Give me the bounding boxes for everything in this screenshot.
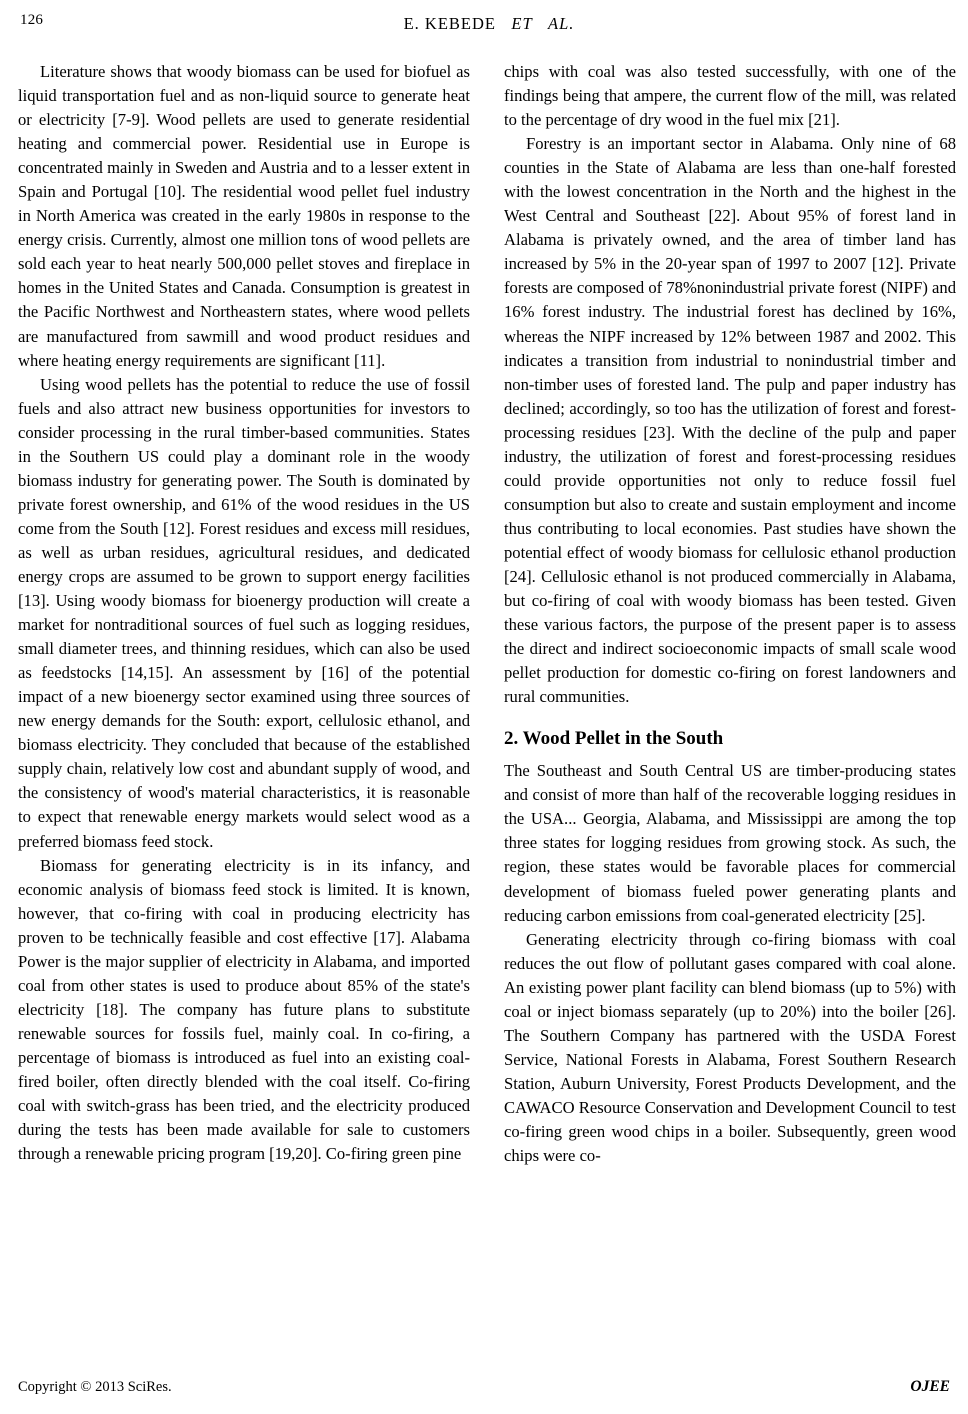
running-head-al: AL. — [548, 14, 575, 33]
running-head-title — [14, 14, 954, 34]
paragraph: The Southeast and South Central US are timber-producing states and consist of more than half of the recoverable logging residues in the USA... Georgia, Alabama, and Mississippi are among the top three states for logging residues from growing stock. As such, the region, these states would be favorable places for commercial development of biomass fueled power generating plants and reducing carbon emissions from coal-generated electricity [25]. — [504, 761, 956, 925]
copyright-notice: Copyright © 2013 SciRes. — [18, 1379, 172, 1395]
paragraph: Biomass for generating electricity is in its infancy, and economic analysis of biomass feed stock is limited. It is known, however, that co-firing with coal in producing electricity has proven to be technically feasible and cost effective [17]. Alabama Power is the major supplier of electricity in Alabama, and imported coal from other states is used to produce about 85% of the state's electricity [18]. The company has future plans to substitute renewable sources for fossils fuel, mainly coal. In co-firing, a percentage of biomass is introduced as fuel into an existing coal-fired boiler, often directly blended with the coal itself. Co-firing coal with switch-grass has been tried, and the electricity produced during the tests has been made available for sale to customers through a renewable pricing program [19,20]. Co-firing green pine — [18, 855, 470, 1164]
left-column — [18, 60, 470, 1168]
page-number: 126 — [20, 12, 44, 28]
paragraph: Using wood pellets has the potential to reduce the use of fossil fuels and also attract new business opportunities for investors to consider processing in the rural timber-based communities. States in the Southern US could play a dominant role in the woody biomass industry for generating power. The South is dominated by private forest ownership, and 61% of the wood residues in the US come from the South [12]. Forest residues and excess mill residues, as well as urban residues, agricultural residues, and dedicated energy crops are assumed to be grown to support energy facilities [13]. Using woody biomass for bioenergy production will create a market for nontraditional sources of fuel such as logging residues, small diameter trees, and thinning residues, which can also be used as feedstocks [14,15]. An assessment by [16] of the potential impact of a new bioenergy sector examined using three sources of new energy demands for the South: export, cellulosic ethanol, and biomass electricity. They concluded that because of the established supply chain, relatively low cost and abundant supply of wood, and the consistency of wood's material characteristics, it is reasonable to expect that renewable energy markets would select wood as a preferred biomass feed stock. — [18, 374, 470, 851]
running-head — [14, 0, 954, 46]
journal-abbreviation: OJEE — [910, 1378, 950, 1395]
paragraph: Generating electricity through co-firing biomass with coal reduces the out flow of pollutant gases compared with coal alone. An existing power plant facility can blend biomass (up to 5%) with coal or inject biomass separately (up to 20%) into the boiler [26]. The Southern Company has partnered with the USDA Forest Service, National Forests in Alabama, Forest Southern Research Station, Auburn University, Forest Products Development, and the CAWACO Resource Conservation and Development Council to test co-firing green wood chips in a boiler. Subsequently, green wood chips were co- — [504, 929, 956, 1166]
paragraph-continued: chips with coal was also tested successfully, with one of the findings being that ampere, the current flow of the mill, was related to the percentage of dry wood in the fuel mix [21]. — [504, 62, 956, 130]
running-head-authors: E. KEBEDE — [403, 14, 496, 33]
section-heading: 2. Wood Pellet in the South — [504, 728, 724, 750]
two-column-body — [14, 60, 954, 1168]
page-footer — [18, 1378, 950, 1396]
running-head-et: ET — [511, 14, 533, 33]
paragraph: Forestry is an important sector in Alabama. Only nine of 68 counties in the State of Alabama are less than one-half forested with the lowest concentration in the North and the highest in the West Central and Southeast [22]. About 95% of forest land in Alabama is privately owned, and the area of timber land has increased by 5% in the 20-year span of 1997 to 2007 [12]. Private forests are composed of 78%nonindustrial private forest (NIPF) and 16% forest industry. The industrial forest has declined by 16%, whereas the NIPF increased by 12% between 1987 and 2002. This indicates a transition from industrial to nonindustrial timber and non-timber uses of forested land. The pulp and paper industry has declined; accordingly, so too has the utilization of forest and forest-processing residues [23]. With the decline of the pulp and paper industry, the utilization of forest and forest-processing residues could provide opportunities not only to reduce fossil fuel consumption but also to create and sustain employment and income thus contributing to local economies. Past studies have shown the potential effect of woody biomass for cellulosic ethanol production [24]. Cellulosic ethanol is not produced commercially in Alabama, but co-firing of coal with woody biomass has been tested. Given these various factors, the purpose of the present paper is to assess the direct and indirect socioeconomic impacts of small scale wood pellet production for domestic co-firing on forest landowners and rural communities. — [504, 134, 956, 707]
paragraph: Literature shows that woody biomass can be used for biofuel as liquid transportation fuel and as non-liquid source to generate heat or electricity [7-9]. Wood pellets are used to generate residential heating and commercial power. Residential use in Europe is concentrated mainly in Sweden and Austria and to a lesser extent in Spain and Portugal [10]. The residential wood pellet fuel industry in North America was created in the early 1980s in response to the energy crisis. Currently, almost one million tons of wood pellets are sold each year to heat nearly 500,000 pellet stoves and fireplace in homes in the United States and Canada. Consumption is greatest in the Pacific Northwest and Northeastern states, where wood pellets are manufactured from sawmill and wood product residues and where heating energy requirements are significant [11]. — [18, 62, 470, 370]
right-column — [504, 60, 956, 1168]
